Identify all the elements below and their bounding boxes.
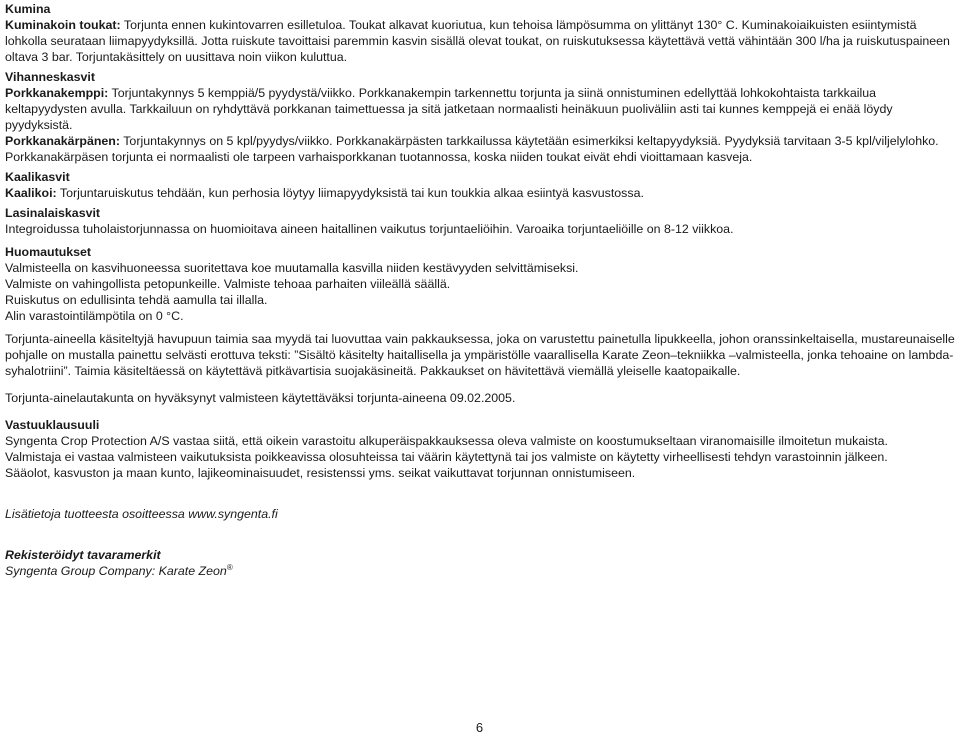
trademark-text: Syngenta Group Company: Karate Zeon [5, 564, 227, 578]
kumina-lead: Kuminakoin toukat: [5, 18, 121, 32]
huomautus-line: Alin varastointilämpötila on 0 °C. [5, 309, 184, 323]
document-page [5, 1, 955, 579]
porkkanakemppi-lead: Porkkanakemppi: [5, 86, 109, 100]
vastuu-line: Syngenta Crop Protection A/S vastaa siitä, että oikein varastoitu alkuperäispakkauksessa oleva valmiste on koostumukseltaan viranomaisille ilmoitetun mukaista. [5, 434, 888, 448]
huomautus-line: Valmiste on vahingollista petopunkeille. Valmiste tehoaa parhaiten viileällä säällä. [5, 277, 451, 291]
section-heading-kaalikasvit: Kaalikasvit [5, 170, 70, 184]
porkkanakarpanen-lead: Porkkanakärpänen: [5, 134, 121, 148]
huomautus-line: Valmisteella on kasvihuoneessa suoritettava koe muutamalla kasvilla niiden kestävyyden selvittämiseksi. [5, 261, 579, 275]
kaalikoi-paragraph [5, 185, 955, 201]
kumina-text: Torjunta ennen kukintovarren esilletuloa. Toukat alkavat kuoriutua, kun tehoisa lämpösumma on ylittänyt 130° C. Kuminakoiaikuisten esiintymistä lohkolla seurataan liimapyydyksillä. Jotta ruiskute tavoittaisi paremmin kasvin sisällä olevat toukat, on ruiskutuksessa käytettävä vettä vähintään 300 l/ha ja ruiskutuspaineen oltava 3 bar. Torjuntakäsittely on uusittava noin viikon kuluttua. [5, 18, 950, 64]
section-heading-trademarks: Rekisteröidyt tavaramerkit [5, 548, 161, 562]
porkkanakemppi-paragraph [5, 85, 955, 133]
kaalikoi-lead: Kaalikoi: [5, 186, 57, 200]
section-heading-vastuuklausuuli: Vastuuklausuuli [5, 418, 100, 432]
registered-mark: ® [226, 562, 233, 572]
vastuu-line: Valmistaja ei vastaa valmisteen vaikutuksista poikkeavissa olosuhteissa tai väärin käytettynä tai jos valmiste on käytetty virheellisesti tehdyn varastoinnin jälkeen. [5, 450, 888, 464]
huomautus-line: Ruiskutus on edullisinta tehdä aamulla tai illalla. [5, 293, 268, 307]
trademark-line [5, 563, 955, 579]
section-heading-vihanneskasvit: Vihanneskasvit [5, 70, 95, 84]
porkkanakarpanen-text: Torjuntakynnys on 5 kpl/pyydys/viikko. Porkkanakärpästen tarkkailussa käytetään esimerkiksi keltapyydyksiä. Pyydyksiä tarvitaan 3-5 kpl/viljelylohko. Porkkanakärpäsen torjunta ei normaalisti ole tarpeen varhaisporkkanan tuotannossa, koska niiden toukat eivät ehdi vioittamaan kasveja. [5, 134, 939, 164]
approval-paragraph: Torjunta-ainelautakunta on hyväksynyt valmisteen käytettäväksi torjunta-aineena 09.02.2005. [5, 391, 516, 405]
lasinalaiskasvit-paragraph: Integroidussa tuholaistorjunnassa on huomioitava aineen haitallinen vaikutus torjuntaeliöihin. Varoaika torjuntaeliöille on 8-12 viikkoa. [5, 222, 734, 236]
vastuu-line: Sääolot, kasvuston ja maan kunto, lajikeominaisuudet, resistenssi yms. seikat vaikuttavat torjunnan onnistumiseen. [5, 466, 636, 480]
section-heading-huomautukset: Huomautukset [5, 245, 92, 259]
section-heading-lasinalaiskasvit: Lasinalaiskasvit [5, 206, 101, 220]
kaalikoi-text: Torjuntaruiskutus tehdään, kun perhosia löytyy liimapyydyksistä tai kun toukkia alkaa esiintyä kasvustossa. [56, 186, 644, 200]
page-number: 6 [475, 720, 484, 735]
porkkanakarpanen-paragraph [5, 133, 955, 165]
kumina-paragraph [5, 17, 955, 65]
section-heading-kumina: Kumina [5, 2, 51, 16]
info-line: Lisätietoja tuotteesta osoitteessa www.syngenta.fi [5, 507, 278, 521]
packaging-paragraph: Torjunta-aineella käsiteltyjä havupuun taimia saa myydä tai luovuttaa vain pakkauksessa, joka on varustettu painetulla lipukkeella, johon oranssinkeltaisella, mustareunaiselle pohjalle on mustalla painettu selvästi erottuva teksti: ”Sisältö käsitelty haitallisella ja ympäristölle vaarallisella Karate Zeon–tekniikka –valmisteella, jonka tehoaine on lambda-syhalotriini”. Taimia käsiteltäessä on käytettävä pitkävartisia suojakäsineitä. Pakkaukset on hävitettävä viemällä yleiselle kaatopaikalle. [5, 332, 955, 378]
porkkanakemppi-text: Torjuntakynnys 5 kemppiä/5 pyydystä/viikko. Porkkanakempin tarkennettu torjunta ja siinä onnistuminen edellyttää lohkokohtaista tarkkailua keltapyydysten avulla. Tarkkailuun on ryhdyttävä porkkanan taimettuessa ja sitä jatketaan normaalisti heinäkuun puoliväliin asti tai kunnes kemppejä ei enää löydy pyydyksistä. [5, 86, 893, 132]
